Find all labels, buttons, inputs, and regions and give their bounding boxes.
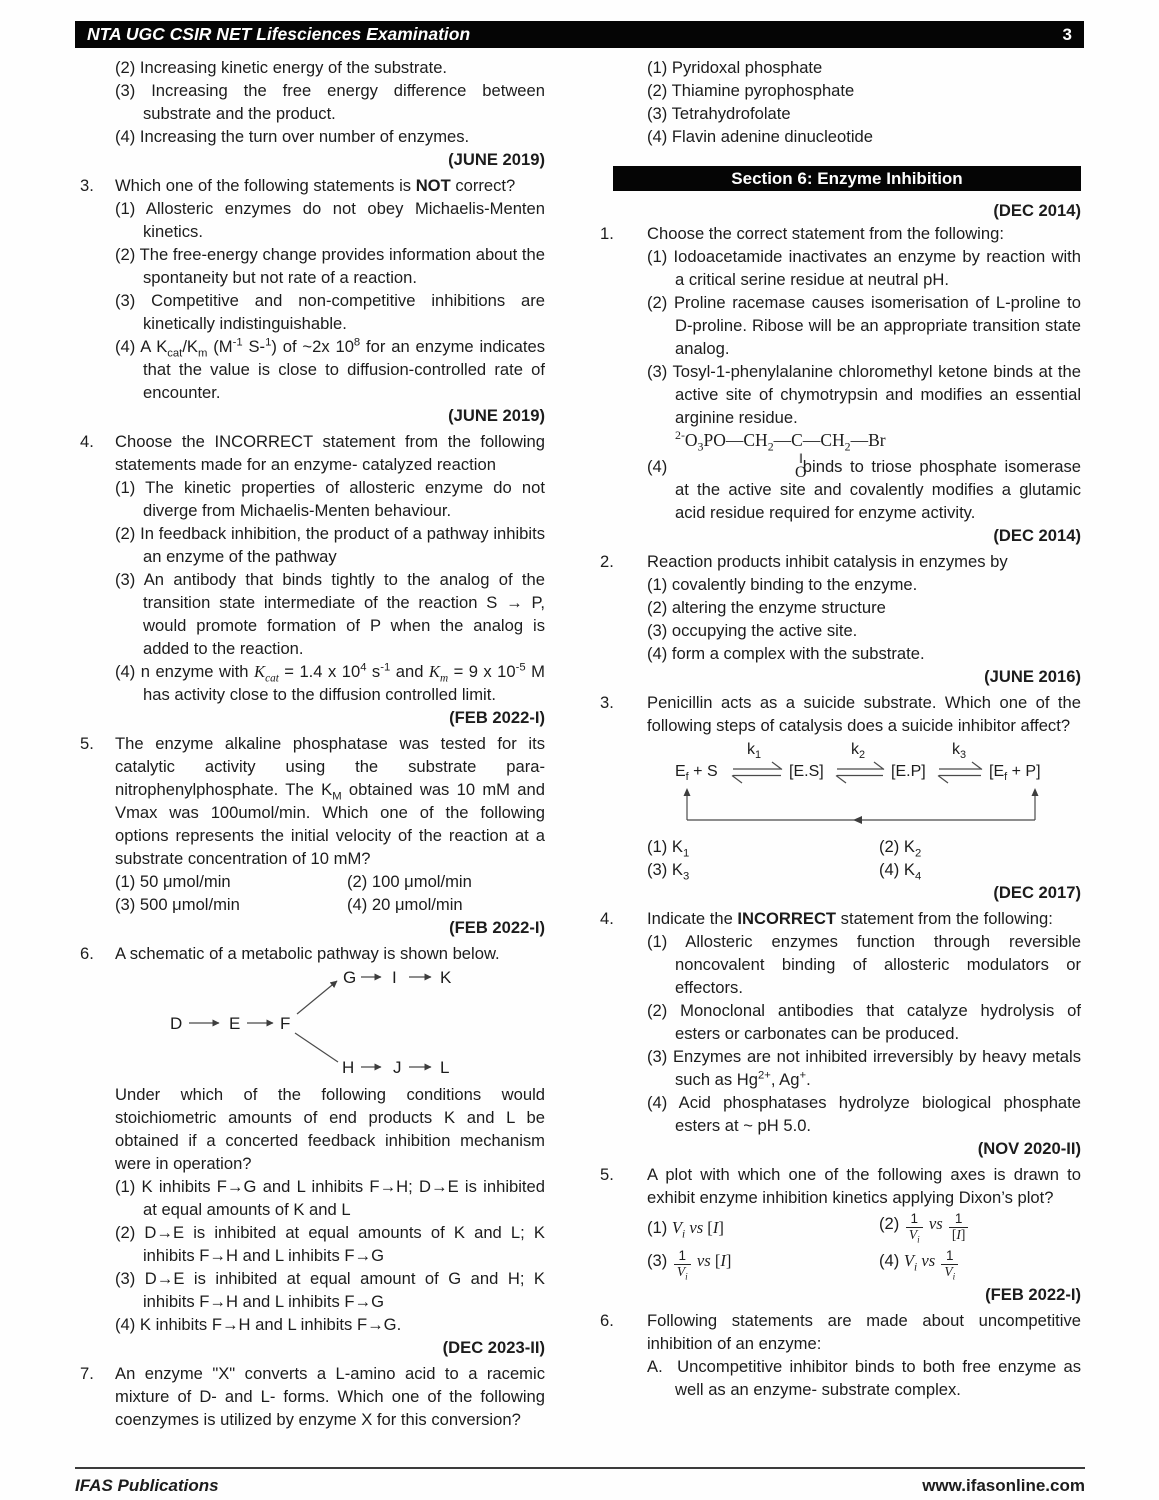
option: (2) D→E is inhibited at equal amounts of K and L; K inhibits F→H and L inhibits F→G xyxy=(115,1223,545,1265)
statement-marker: A. xyxy=(647,1357,663,1376)
date-stamp: (DEC 2014) xyxy=(993,526,1081,545)
option: (1) $V_i$ vs [I] xyxy=(647,1218,724,1241)
question-stem: Penicillin acts as a suicide substrate. Which one of the following steps of catalysis does a suicide inhibitor affect? xyxy=(647,693,1081,735)
option: (2) Proline racemase causes isomerisation of L-proline to D-proline. Ribose will be an appropriate transition state analog. xyxy=(647,293,1081,358)
question-number: 1. xyxy=(600,224,614,243)
column-right xyxy=(600,56,1081,1434)
option: (3) Enzymes are not inhibited irreversibly by heavy metals such as $Hg^{2+}$, Ag+. xyxy=(647,1047,1081,1089)
question-continuation: Under which of the following conditions would stoichiometric amounts of end products K and L be obtained if a concerted feedback inhibition mechanism were in operation? xyxy=(115,1085,545,1173)
scheme-species: $[E_f + P]$ xyxy=(989,763,1041,784)
option-row xyxy=(647,1209,1081,1246)
date-stamp: (DEC 2023-II) xyxy=(442,1338,545,1357)
question-6 xyxy=(80,942,545,1359)
option: (2) Thiamine pyrophosphate xyxy=(647,81,855,100)
chemical-formula: $^{2-}O_3PO—CH_2—C—CH_2—Br$ xyxy=(675,428,886,454)
page-footer xyxy=(75,1476,1085,1496)
question-stem: An enzyme "X" converts a L-amino acid to a racemic mixture of D- and L- forms. Which one of the following coenzymes is utilized by enzyme X for this conversion? xyxy=(115,1364,545,1429)
section-header: Section 6: Enzyme Inhibition xyxy=(613,166,1081,191)
date-stamp: (DEC 2017) xyxy=(993,883,1081,902)
scheme-species: [E.P] xyxy=(891,763,926,780)
option: (3) $\frac{1}{V_i}$ vs [I] xyxy=(647,1248,732,1282)
date-stamp: (FEB 2022-I) xyxy=(985,1285,1081,1304)
date-stamp: (FEB 2022-I) xyxy=(449,918,545,937)
option: (4) Acid phosphatases hydrolyze biological phosphate esters at ~ pH 5.0. xyxy=(647,1093,1081,1135)
rate-constant: $k_2$ xyxy=(851,741,866,762)
option: (1) Allosteric enzymes function through reversible noncovalent binding of allosteric modulators or effectors. xyxy=(647,932,1081,997)
option-text: binds to triose phosphate isomerase at the active site and covalently modifies a glutamic acid residue required for enzyme activity. xyxy=(675,457,1081,522)
pathway-node: F xyxy=(280,1014,291,1033)
option: (4) A $K_{cat}/K_m$ ($M^{-1}$ S-$^1$) of ~2x $10^8$ for an enzyme indicates that the value is close to diffusion-controlled rate of encounter. xyxy=(115,336,545,402)
question-number: 4. xyxy=(80,432,94,451)
date-stamp: (JUNE 2019) xyxy=(448,150,545,169)
option: (2) The free-energy change provides information about the spontaneity but not rate of a reaction. xyxy=(115,245,545,287)
option: (4) Flavin adenine dinucleotide xyxy=(647,127,874,146)
option: (3) D→E is inhibited at equal amount of G and H; K inhibits F→H and L inhibits F→G xyxy=(115,1269,545,1311)
question-stem: Indicate the INCORRECT statement from the following: xyxy=(647,909,1053,928)
option: (1) Allosteric enzymes do not obey Michaelis-Menten kinetics. xyxy=(115,199,545,241)
option: (3) Tetrahydrofolate xyxy=(647,104,791,123)
option: (3) Tosyl-1-phenylalanine chloromethyl ketone binds at the active site of chymotrypsin and modifies an essential arginine residue. xyxy=(647,362,1081,427)
option: (4) Increasing the turn over number of enzymes. xyxy=(115,127,470,146)
option: (3) 500 μmol/min xyxy=(115,895,240,914)
question-stem: Which one of the following statements is NOT correct? xyxy=(115,176,516,195)
rate-constant: $k_1$ xyxy=(747,741,762,762)
question-stem: The enzyme alkaline phosphatase was tested for its catalytic activity using the substrate para-nitrophenylphosphate. The $K_M$ obtained was 10 mM and Vmax was 100umol/min. Which one of the following options represents the initial velocity of the reaction at a substrate concentration of 10 mM? xyxy=(115,734,545,868)
date-stamp: (DEC 2014) xyxy=(993,201,1081,220)
option: (1) covalently binding to the enzyme. xyxy=(647,575,918,594)
date-stamp: (NOV 2020-II) xyxy=(977,1139,1081,1158)
pathway-node: H xyxy=(342,1058,355,1077)
option: (4) $K_4$ xyxy=(879,860,922,883)
question-stem: Choose the correct statement from the following: xyxy=(647,224,1004,243)
question-1 xyxy=(600,222,1081,547)
option: (4) $V_i$ vs $\frac{1}{V_i}$ xyxy=(879,1249,960,1280)
question-number: 5. xyxy=(80,734,94,753)
question-7-options xyxy=(600,56,1081,148)
question-5 xyxy=(600,1163,1081,1306)
question-stem: Choose the INCORRECT statement from the following statements made for an enzyme- catalyzed reaction xyxy=(115,432,545,474)
option: (3) Competitive and non-competitive inhibitions are kinetically indistinguishable. xyxy=(115,291,545,333)
option: (1) The kinetic properties of allosteric enzyme do not diverge from Michaelis-Menten behaviour. xyxy=(115,478,545,520)
website-url: www.ifasonline.com xyxy=(922,1476,1085,1495)
page-header xyxy=(75,21,1084,48)
option xyxy=(647,455,1081,524)
option: (3) Increasing the free energy difference between substrate and the product. xyxy=(115,81,545,123)
question-number: 3. xyxy=(80,176,94,195)
page-title: NTA UGC CSIR NET Lifesciences Examination xyxy=(87,24,471,44)
option: (3) An antibody that binds tightly to the analog of the transition state intermediate of the reaction S → P, would promote formation of P when the analog is added to the reaction. xyxy=(115,570,545,658)
question-2-continuation xyxy=(80,56,545,171)
pathway-node: D xyxy=(170,1014,183,1033)
option: (2) In feedback inhibition, the product of a pathway inhibits an enzyme of the pathway xyxy=(115,524,545,566)
kinetic-scheme-diagram xyxy=(647,740,1081,834)
question-3 xyxy=(80,174,545,427)
option-row xyxy=(115,893,545,916)
question-5 xyxy=(80,732,545,939)
rate-constant: $k_3$ xyxy=(952,741,967,762)
option: (4) K inhibits F→H and L inhibits F→G. xyxy=(115,1315,402,1334)
question-7 xyxy=(80,1362,545,1431)
question-stem: A schematic of a metabolic pathway is shown below. xyxy=(115,944,500,963)
question-3 xyxy=(600,691,1081,904)
question-number: 6. xyxy=(80,944,94,963)
statement-A xyxy=(647,1355,1081,1401)
option-row xyxy=(647,835,1081,858)
option-row xyxy=(115,870,545,893)
question-stem: A plot with which one of the following axes is drawn to exhibit enzyme inhibition kinetics applying Dixon’s plot? xyxy=(647,1165,1081,1207)
publisher-name: IFAS Publications xyxy=(75,1476,219,1495)
question-6 xyxy=(600,1309,1081,1401)
option: (3) $K_3$ xyxy=(647,860,690,883)
footer-rule xyxy=(75,1467,1085,1469)
option: (3) occupying the active site. xyxy=(647,621,858,640)
option: (1) Iodoacetamide inactivates an enzyme by reaction with a critical serine residue at neutral pH. xyxy=(647,247,1081,289)
question-2 xyxy=(600,550,1081,688)
pathway-node: J xyxy=(393,1058,402,1077)
question-number: 5. xyxy=(600,1165,614,1184)
option: (1) 50 μmol/min xyxy=(115,872,231,891)
option: (4) 20 μmol/min xyxy=(347,895,463,914)
double-bond-symbol: ‖ xyxy=(799,452,803,467)
option: (2) $\frac{1}{V_i}$ vs $\frac{1}{[I]}$ xyxy=(879,1212,970,1243)
two-column-body xyxy=(80,56,1081,1434)
option-marker: (4) xyxy=(647,457,668,476)
option: (1) $K_1$ xyxy=(647,837,690,860)
option: (1) Pyridoxal phosphate xyxy=(647,58,823,77)
pathway-node: K xyxy=(440,968,452,987)
option: (2) $K_2$ xyxy=(879,837,922,860)
pathway-node: E xyxy=(229,1014,241,1033)
question-4 xyxy=(600,907,1081,1160)
question-number: 6. xyxy=(600,1311,614,1330)
carbonyl-oxygen: O xyxy=(795,464,807,481)
metabolic-pathway-diagram xyxy=(115,966,545,1081)
pathway-node: I xyxy=(392,968,397,987)
option: (2) 100 μmol/min xyxy=(347,872,472,891)
scheme-species: [E.S] xyxy=(789,763,824,780)
statement-text: Uncompetitive inhibitor binds to both free enzyme as well as an enzyme- substrate complex. xyxy=(675,1357,1081,1399)
question-stem: Following statements are made about uncompetitive inhibition of an enzyme: xyxy=(647,1311,1081,1353)
option-row xyxy=(647,1246,1081,1283)
option: (4) form a complex with the substrate. xyxy=(647,644,925,663)
question-number: 4. xyxy=(600,909,614,928)
pathway-node: G xyxy=(343,968,357,987)
question-number: 7. xyxy=(80,1364,94,1383)
question-stem: Reaction products inhibit catalysis in enzymes by xyxy=(647,552,1008,571)
question-number: 2. xyxy=(600,552,614,571)
pathway-node: L xyxy=(440,1058,450,1077)
date-stamp: (JUNE 2016) xyxy=(984,667,1081,686)
chemical-structure xyxy=(675,428,1081,481)
question-4 xyxy=(80,430,545,729)
option: (2) altering the enzyme structure xyxy=(647,598,886,617)
column-left xyxy=(80,56,545,1434)
option: (1) K inhibits F→G and L inhibits F→H; D→E is inhibited at equal amounts of K and L xyxy=(115,1177,545,1219)
option: (4) n enzyme with $K_{cat} = 1.4$ x $10^4$ $s^{-1}$ and $K_m = 9$ x $10^{-5}$ M has activity close to the diffusion controlled limit. xyxy=(115,661,545,704)
option: (2) Monoclonal antibodies that catalyze hydrolysis of esters or carbonates can be produced. xyxy=(647,1001,1081,1043)
date-stamp: (JUNE 2019) xyxy=(448,406,545,425)
question-number: 3. xyxy=(600,693,614,712)
option-row xyxy=(647,858,1081,881)
option: (2) Increasing kinetic energy of the substrate. xyxy=(115,58,448,77)
date-stamp: (FEB 2022-I) xyxy=(449,708,545,727)
page-number: 3 xyxy=(1062,24,1072,44)
scheme-species: $E_f + S$ xyxy=(675,763,718,784)
